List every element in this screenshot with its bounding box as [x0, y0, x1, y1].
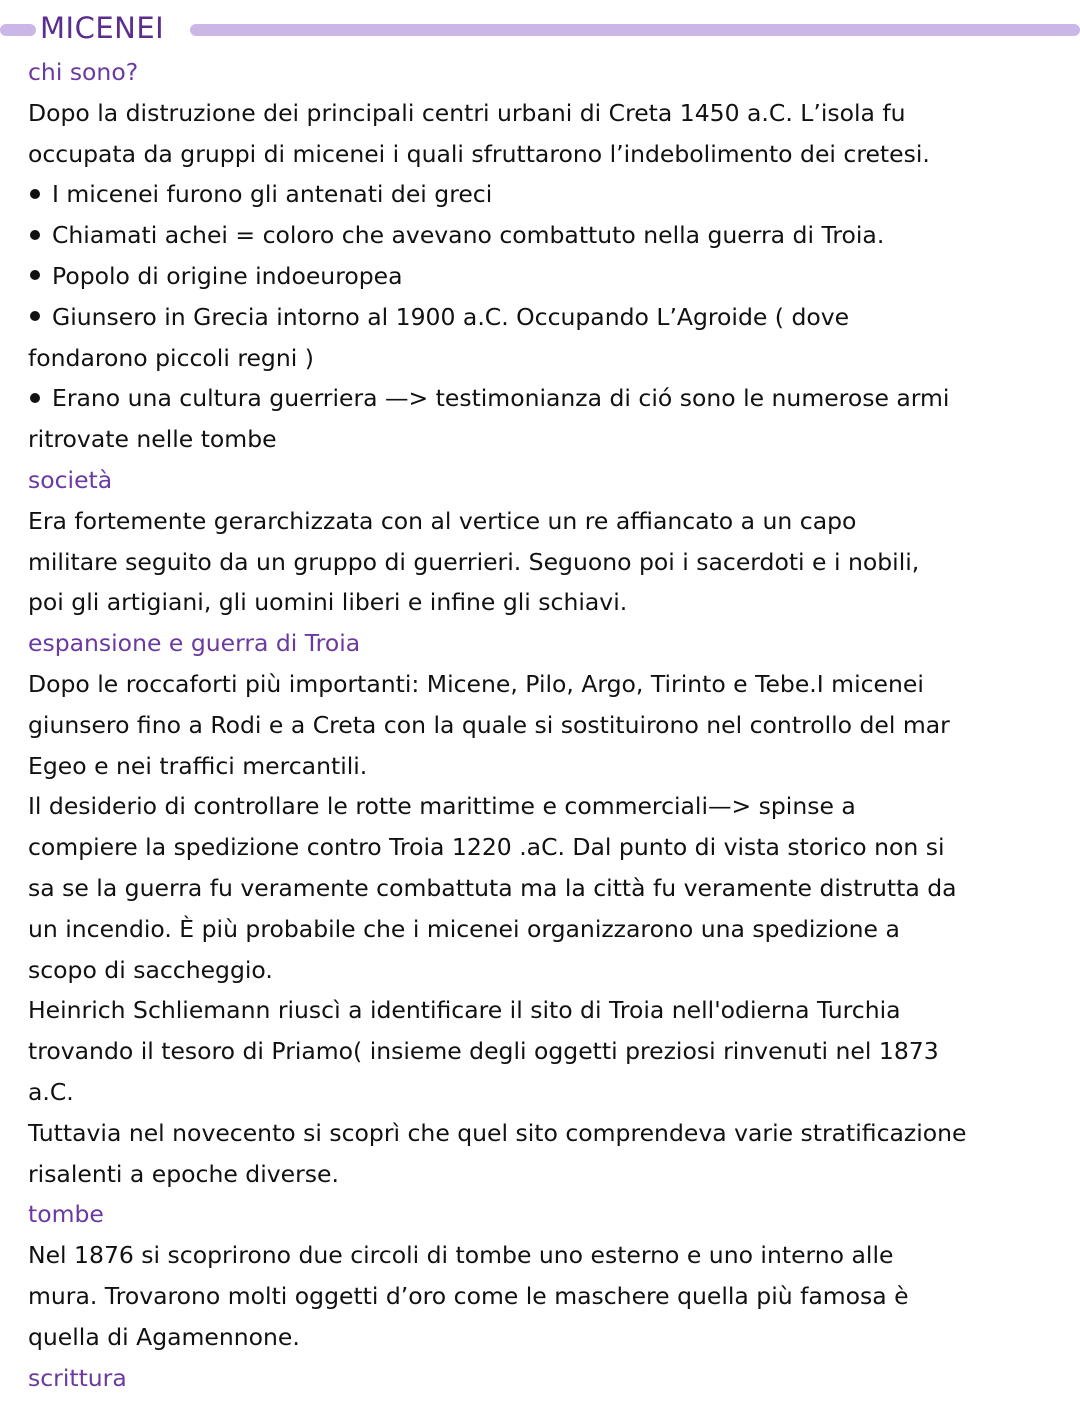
text-line: Tuttavia nel novecento si scoprì che quel sito comprendeva varie stratificazione	[28, 1118, 967, 1147]
notes-body	[28, 52, 1068, 1398]
section-heading: società	[28, 465, 113, 494]
text-line: occupata da gruppi di micenei i quali sfruttarono l’indebolimento dei cretesi.	[28, 139, 930, 168]
text-line: mura. Trovarono molti oggetti d’oro come le maschere quella più famosa è	[28, 1281, 909, 1310]
section-heading: chi sono?	[28, 58, 139, 86]
text-line: sa se la guerra fu veramente combattuta ma la città fu veramente distrutta da	[28, 873, 957, 902]
title-bar	[0, 8, 1080, 48]
bullet-icon	[30, 230, 40, 240]
bullet-item	[28, 256, 1068, 297]
text-line: militare seguito da un gruppo di guerrieri. Seguono poi i sacerdoti e i nobili,	[28, 547, 920, 576]
text-line: Era fortemente gerarchizzata con al vertice un re affiancato a un capo	[28, 506, 857, 535]
bullet-icon	[30, 189, 40, 199]
text-line: Egeo e nei traffici mercantili.	[28, 751, 368, 780]
bullet-item	[28, 297, 1068, 338]
text-line: Nel 1876 si scoprirono due circoli di tombe uno esterno e uno interno alle	[28, 1241, 894, 1270]
bullet-text: Popolo di origine indoeuropea	[52, 261, 403, 290]
bullet-item	[28, 174, 1068, 215]
text-line: risalenti a epoche diverse.	[28, 1159, 339, 1188]
section-heading: espansione e guerra di Troia	[28, 629, 361, 658]
title-decoration-right	[190, 24, 1080, 36]
section-heading: tombe	[28, 1200, 104, 1229]
text-line: Dopo le roccaforti più importanti: Micene, Pilo, Argo, Tirinto e Tebe.I micenei	[28, 669, 924, 698]
bullet-item	[28, 215, 1068, 256]
bullet-item	[28, 378, 1068, 419]
title-decoration-left	[0, 24, 36, 36]
bullet-text: Erano una cultura guerriera —> testimonianza di ció sono le numerose armi	[52, 384, 950, 413]
text-line: a.C.	[28, 1077, 74, 1106]
text-line: un incendio. È più probabile che i micenei organizzarono una spedizione a	[28, 914, 900, 943]
text-line: ritrovate nelle tombe	[28, 425, 277, 454]
text-line: trovando il tesoro di Priamo( insieme degli oggetti preziosi rinvenuti nel 1873	[28, 1037, 939, 1066]
bullet-text: I micenei furono gli antenati dei greci	[52, 180, 493, 209]
bullet-icon	[30, 311, 40, 321]
bullet-icon	[30, 270, 40, 280]
text-line: Heinrich Schliemann riuscì a identificare il sito di Troia nell'odierna Turchia	[28, 996, 901, 1025]
page-title: MICENEI	[40, 11, 165, 45]
text-line: compiere la spedizione contro Troia 1220 .aC. Dal punto di vista storico non si	[28, 833, 945, 862]
text-line: fondarono piccoli regni )	[28, 343, 314, 372]
text-line: Dopo la distruzione dei principali centri urbani di Creta 1450 a.C. L’isola fu	[28, 98, 906, 127]
text-line: scopo di saccheggio.	[28, 955, 273, 984]
bullet-text: Giunsero in Grecia intorno al 1900 a.C. Occupando L’Agroide ( dove	[52, 302, 850, 331]
text-line: Il desiderio di controllare le rotte marittime e commerciali—> spinse a	[28, 792, 856, 821]
text-line: giunsero fino a Rodi e a Creta con la quale si sostituirono nel controllo del mar	[28, 710, 950, 739]
section-heading: scrittura	[28, 1363, 127, 1392]
bullet-text: Chiamati achei = coloro che avevano combattuto nella guerra di Troia.	[52, 221, 885, 250]
bullet-icon	[30, 393, 40, 403]
text-line: quella di Agamennone.	[28, 1322, 300, 1351]
text-line: poi gli artigiani, gli uomini liberi e infine gli schiavi.	[28, 588, 628, 617]
